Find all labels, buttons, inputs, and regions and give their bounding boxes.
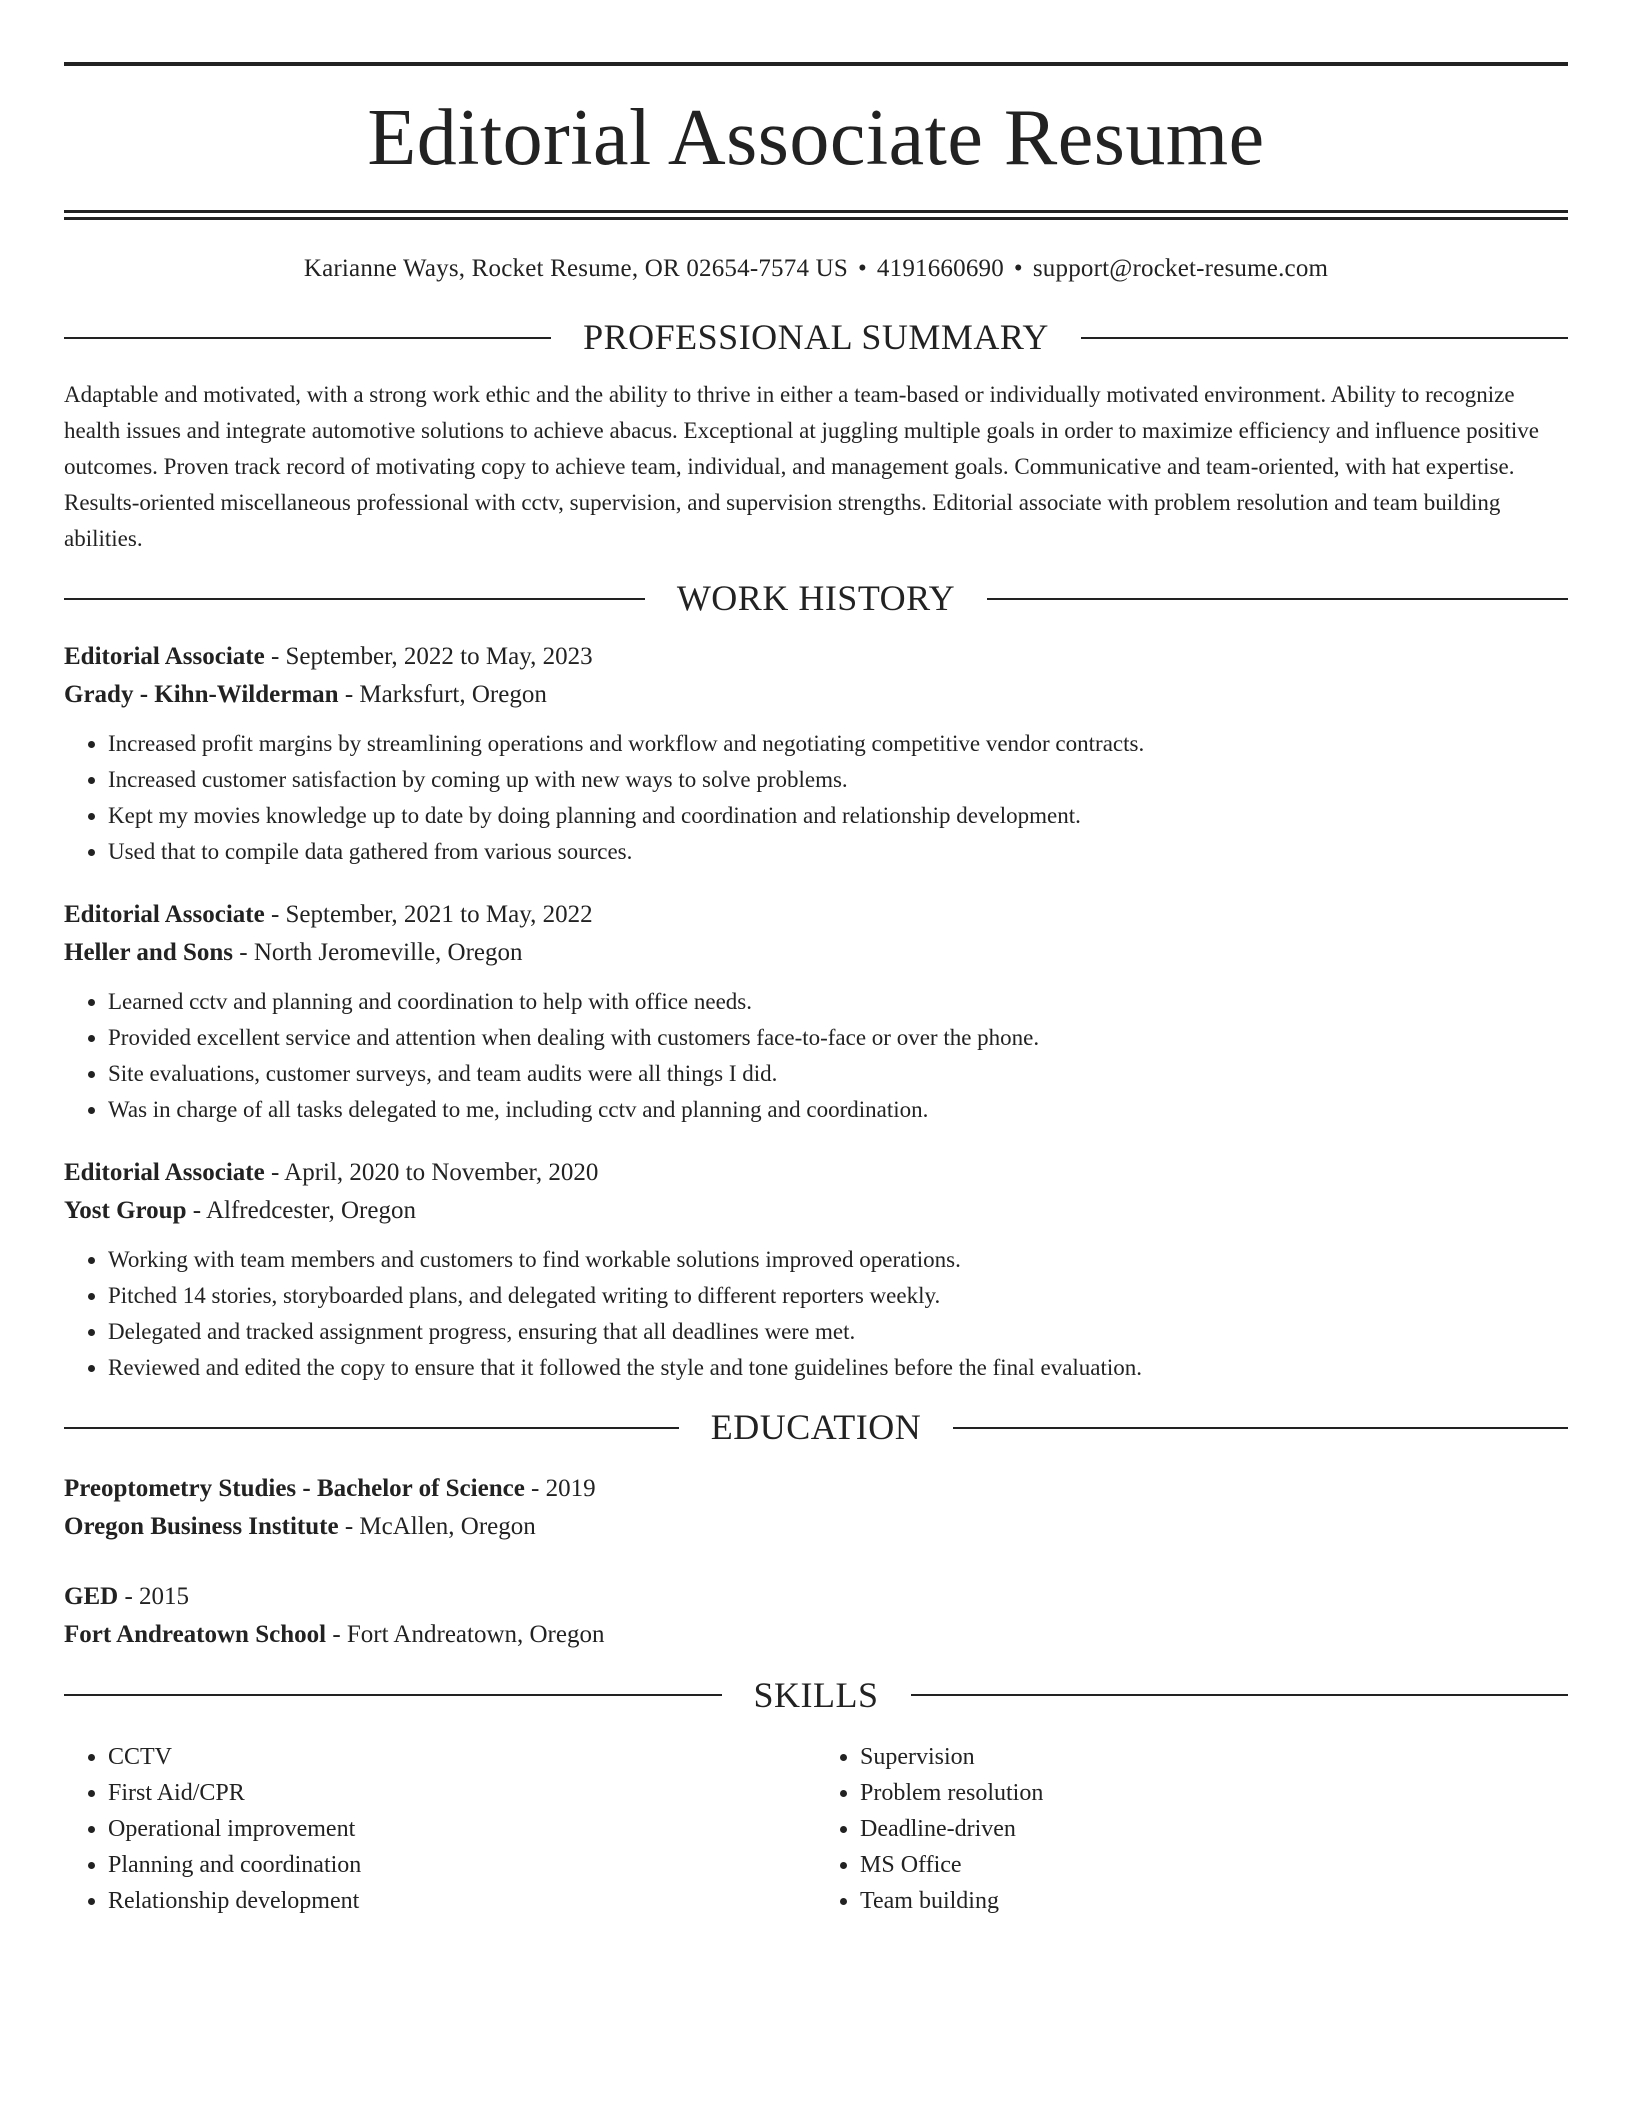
contact-email: support@rocket-resume.com — [1032, 255, 1329, 282]
list-item: • Increased profit margins by streamlining operations and workflow and negotiating competitive vendor contracts. — [108, 726, 1568, 762]
list-item: • Kept my movies knowledge up to date by doing planning and coordination and relationship development. — [108, 798, 1568, 834]
job-company: Yost Group — [64, 1197, 187, 1225]
section-header-education — [64, 1406, 1568, 1449]
school-location: - Fort Andreatown, Oregon — [326, 1620, 605, 1648]
list-item: • Learned cctv and planning and coordination to help with office needs. — [108, 984, 1568, 1020]
skill-item: • Supervision — [860, 1739, 1568, 1775]
job-company: Grady - Kihn-Wilderman — [64, 681, 339, 709]
skills-column-right — [816, 1739, 1568, 1919]
skill-item: • CCTV — [108, 1739, 816, 1775]
top-rule — [64, 62, 1568, 66]
job-title-line — [64, 638, 1568, 676]
section-rule — [911, 1694, 1569, 1696]
list-item: • Site evaluations, customer surveys, and team audits were all things I did. — [108, 1056, 1568, 1092]
contact-address: Karianne Ways, Rocket Resume, OR 02654-7574 US — [303, 255, 848, 282]
degree-year: - 2015 — [118, 1582, 190, 1610]
education-entry — [64, 1578, 1568, 1654]
job-title-line — [64, 896, 1568, 934]
education-entry — [64, 1470, 1568, 1546]
job-location: - Alfredcester, Oregon — [186, 1197, 416, 1225]
section-rule — [64, 1427, 679, 1429]
section-rule — [987, 598, 1568, 600]
section-title-education: EDUCATION — [710, 1407, 922, 1448]
section-header-skills — [64, 1674, 1568, 1717]
contact-phone: 4191660690 — [876, 255, 1004, 282]
skill-item: • Operational improvement — [108, 1811, 816, 1847]
job-dates: - April, 2020 to November, 2020 — [264, 1159, 599, 1187]
job-company-line — [64, 934, 1568, 972]
list-item: • Was in charge of all tasks delegated to me, including cctv and planning and coordination. — [108, 1092, 1568, 1128]
job-company-line — [64, 1192, 1568, 1230]
job-bullets — [64, 1242, 1568, 1386]
job-location: - North Jeromeville, Oregon — [233, 939, 523, 967]
section-rule — [1081, 337, 1568, 339]
contact-separator: • — [857, 255, 867, 282]
job-dates: - September, 2022 to May, 2023 — [264, 643, 593, 671]
title-double-rule — [64, 210, 1568, 220]
list-item: • Reviewed and edited the copy to ensure that it followed the style and tone guidelines before the final evaluation. — [108, 1350, 1568, 1386]
section-header-work-history — [64, 577, 1568, 620]
school-line — [64, 1616, 1568, 1654]
list-item: • Provided excellent service and attention when dealing with customers face-to-face or over the phone. — [108, 1020, 1568, 1056]
skill-item: • First Aid/CPR — [108, 1775, 816, 1811]
school-location: - McAllen, Oregon — [338, 1512, 536, 1540]
job-title: Editorial Associate — [64, 1159, 265, 1187]
skill-item: • Deadline-driven — [860, 1811, 1568, 1847]
skill-item: • Relationship development — [108, 1883, 816, 1919]
job-company-line — [64, 676, 1568, 714]
list-item: • Delegated and tracked assignment progress, ensuring that all deadlines were met. — [108, 1314, 1568, 1350]
section-rule — [64, 337, 551, 339]
skill-item: • MS Office — [860, 1847, 1568, 1883]
list-item: • Working with team members and customers to find workable solutions improved operations. — [108, 1242, 1568, 1278]
degree-year: - 2019 — [524, 1474, 596, 1502]
section-rule — [64, 1694, 722, 1696]
degree-line — [64, 1470, 1568, 1508]
school-line — [64, 1508, 1568, 1546]
school: Oregon Business Institute — [64, 1512, 339, 1540]
job-entry — [64, 896, 1568, 1128]
job-company: Heller and Sons — [64, 939, 234, 967]
job-title-line — [64, 1154, 1568, 1192]
degree: Preoptometry Studies - Bachelor of Science — [64, 1474, 525, 1502]
list-item: • Used that to compile data gathered from various sources. — [108, 834, 1568, 870]
job-entry — [64, 638, 1568, 870]
section-title-skills: SKILLS — [753, 1674, 879, 1715]
summary-text: Adaptable and motivated, with a strong work ethic and the ability to thrive in either a team-based or individually motivated environment. Ability to recognize health issues and integrate automotive solutions to achieve abacus. Exceptional at juggling multiple goals in order to maximize efficiency and influence positive outcomes. Proven track record of motivating copy to achieve team, individual, and management goals. Communicative and team-oriented, with hat expertise. Results-oriented miscellaneous professional with cctv, supervision, and supervision strengths. Editorial associate with problem resolution and team building abilities. — [64, 382, 1539, 552]
school: Fort Andreatown School — [64, 1620, 327, 1648]
job-entry — [64, 1154, 1568, 1386]
job-title: Editorial Associate — [64, 643, 265, 671]
degree: GED — [64, 1582, 119, 1610]
job-title: Editorial Associate — [64, 901, 265, 929]
job-bullets — [64, 984, 1568, 1128]
job-dates: - September, 2021 to May, 2022 — [264, 901, 593, 929]
contact-line — [64, 254, 1568, 284]
page-title: Editorial Associate Resume — [367, 94, 1265, 182]
contact-separator: • — [1013, 255, 1023, 282]
job-location: - Marksfurt, Oregon — [338, 681, 547, 709]
section-header-summary — [64, 316, 1568, 359]
section-title-work-history: WORK HISTORY — [676, 578, 956, 619]
skills-list — [64, 1739, 1568, 1919]
degree-line — [64, 1578, 1568, 1616]
job-bullets — [64, 726, 1568, 870]
skills-column-left — [64, 1739, 816, 1919]
list-item: • Pitched 14 stories, storyboarded plans, and delegated writing to different reporters weekly. — [108, 1278, 1568, 1314]
section-rule — [64, 598, 645, 600]
section-rule — [953, 1427, 1568, 1429]
skill-item: • Problem resolution — [860, 1775, 1568, 1811]
list-item: • Increased customer satisfaction by coming up with new ways to solve problems. — [108, 762, 1568, 798]
skill-item: • Team building — [860, 1883, 1568, 1919]
skill-item: • Planning and coordination — [108, 1847, 816, 1883]
section-title-summary: PROFESSIONAL SUMMARY — [583, 317, 1049, 357]
